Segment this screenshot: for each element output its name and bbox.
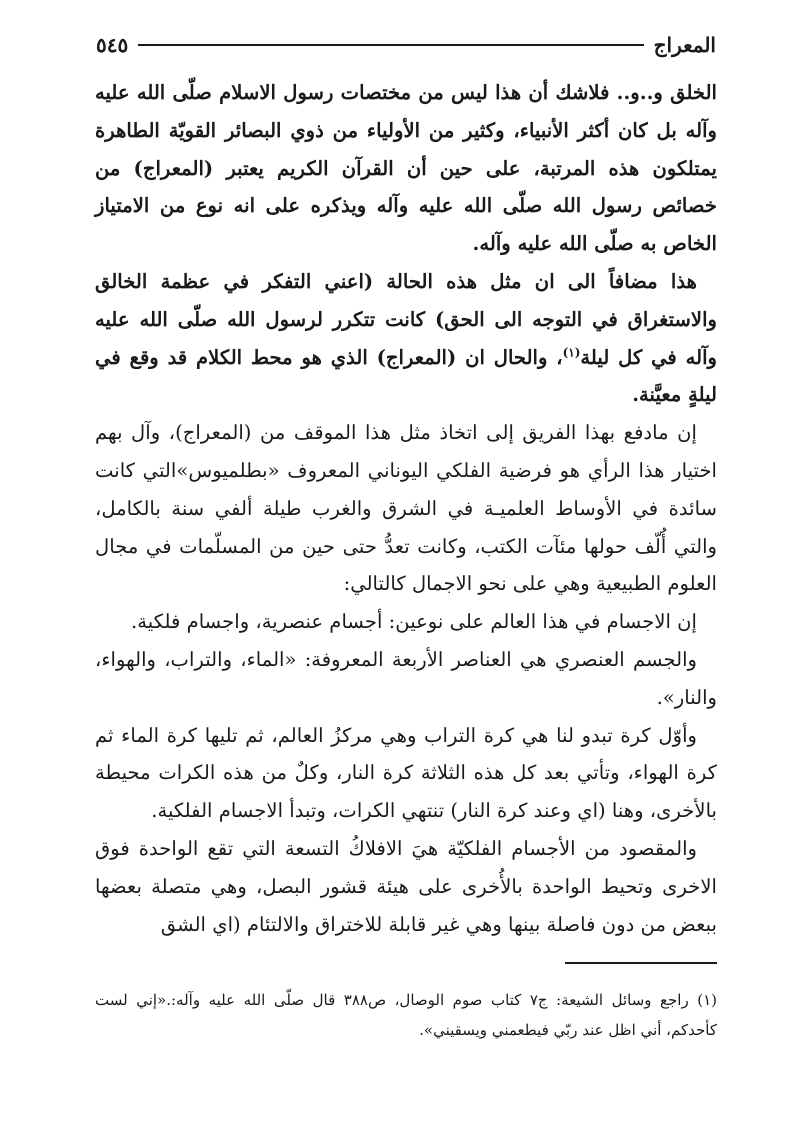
- page-number: ٥٤٥: [96, 33, 129, 57]
- paragraph: والمقصود من الأجسام الفلكيّة هيَ الافلاكُ التسعة التي تقع الواحدة فوق الاخرى وتحيط الواحدة بالأُخرى على هيئة قشور البصل، وهي متصلة بعضها ببعض من دون فاصلة بينها وهي غير قابلة للاختراق والالتئام (اي الشق: [95, 836, 717, 936]
- main-text: [95, 74, 717, 943]
- header-rule: [138, 44, 643, 46]
- paragraph: إن مادفع بهذا الفريق إلى اتخاذ مثل هذا الموقف من (المعراج)، وآل بهم اختيار هذا الرأي هو فرضية الفلكي اليوناني المعروف «بطلميوس»التي كانت سائدة في الأوساط العلميـة في الشرق والغرب طيلة ألفي سنة بالكامل، والتي أُلّف حولها مئآت الكتب، وكانت تعدُّ حتى حين من المسلّمات في مجال العلوم الطبيعية وهي على نحو الاجمال كالتالي:: [95, 421, 717, 596]
- paragraph: الخلق و..و.. فلاشك أن هذا ليس من مختصات رسول الاسلام صلّى الله عليه وآله بل كان أكثر الأنبياء، وكثير من الأولياء من ذوي البصائر القويّة الطاهرة يمتلكون هذه المرتبة، على حين أن القرآن الكريم يعتبر (المعراج) من خصائص رسول الله صلّى الله عليه وآله ويذكره على انه نوع من الامتياز الخاص به صلّى الله عليه وآله.: [95, 81, 717, 256]
- running-header: [96, 30, 716, 60]
- paragraph: [95, 263, 717, 414]
- chapter-title: المعراج: [653, 33, 716, 57]
- footnote-reference[interactable]: (١): [562, 345, 581, 360]
- paragraph-text: هذا مضافاً الى ان مثل هذه الحالة (اعني التفكر في عظمة الخالق والاستغراق في التوجه الى الحق) كانت تتكرر لرسول الله صلّى الله عليه وآله في كل ليلة: [95, 269, 717, 369]
- paragraph: وأوّل كرة تبدو لنا هي كرة التراب وهي مركزُ العالم، ثم تليها كرة الماء ثم كرة الهواء، وتأتي بعد كل هذه الثلاثة كرة النار، وكلٌ من هذه الكرات محيطة بالأخرى، وهنا (اي وعند كرة النار) تنتهي الكرات، وتبدأ الاجسام الفلكية.: [95, 723, 717, 823]
- paragraph-text: ، والحال ان (المعراج) الذي هو محط الكلام قد وقع في ليلةٍ معيَّنة.: [95, 345, 717, 407]
- paragraph: إن الاجسام في هذا العالم على نوعين: أجسام عنصرية، واجسام فلكية.: [131, 610, 697, 634]
- paragraph: والجسم العنصري هي العناصر الأربعة المعروفة: «الماء، والتراب، والهواء، والنار».: [95, 647, 717, 709]
- footnote-separator: [565, 962, 717, 964]
- footnote: (١) راجع وسائل الشيعة: ج٧ كتاب صوم الوصال، ص٣٨٨ قال صلّى الله عليه وآله:.«إني لست كأحدكم، أني اظل عند ربّي فيطعمني ويسقيني».: [95, 991, 717, 1039]
